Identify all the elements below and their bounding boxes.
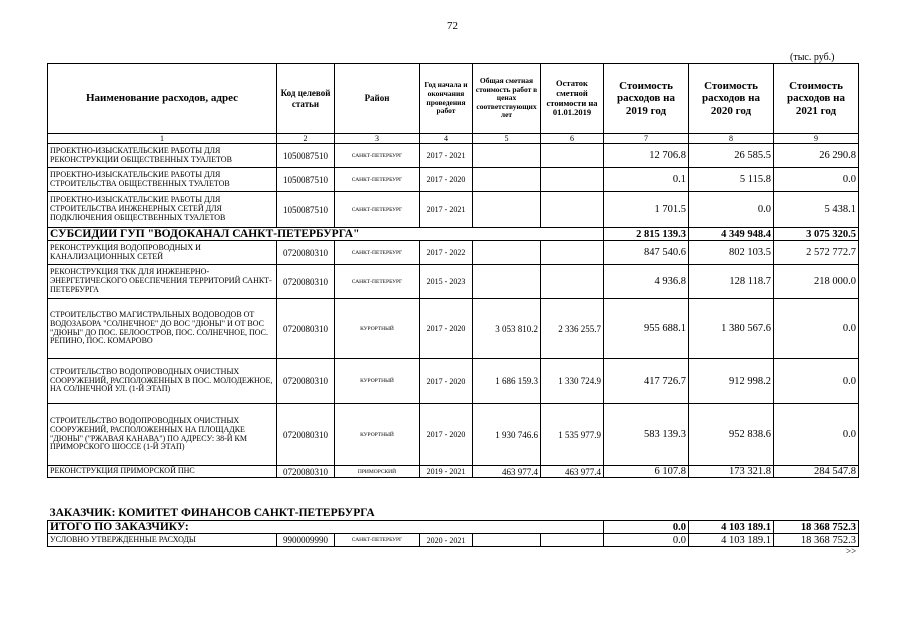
row-2021: 2 572 772.7 <box>774 241 859 265</box>
row-total <box>473 241 541 265</box>
row-total <box>473 265 541 299</box>
row-name: РЕКОНСТРУКЦИЯ ВОДОПРОВОДНЫХ И КАНАЛИЗАЦИОННЫХ СЕТЕЙ <box>48 241 277 265</box>
customer-row <box>48 478 859 521</box>
row-total: 1 930 746.6 <box>473 404 541 466</box>
row-2020: 4 103 189.1 <box>689 534 774 547</box>
row-2019: 1 701.5 <box>604 192 689 228</box>
row-2021: 284 547.8 <box>774 466 859 478</box>
row-remainder: 463 977.4 <box>541 466 604 478</box>
page-number: 72 <box>447 20 458 32</box>
header-row <box>48 64 859 134</box>
row-remainder: 2 336 255.7 <box>541 299 604 359</box>
row-remainder: 1 535 977.9 <box>541 404 604 466</box>
row-district: САНКТ-ПЕТЕРБУРГ <box>335 241 420 265</box>
row-name: ПРОЕКТНО-ИЗЫСКАТЕЛЬСКИЕ РАБОТЫ ДЛЯ РЕКОНСТРУКЦИИ ОБЩЕСТВЕННЫХ ТУАЛЕТОВ <box>48 144 277 168</box>
row-name: СТРОИТЕЛЬСТВО ВОДОПРОВОДНЫХ ОЧИСТНЫХ СООРУЖЕНИЙ, РАСПОЛОЖЕННЫХ В ПОС. МОЛОДЕЖНОЕ, НА СОЛНЕЧНОЙ УЛ. (1-Й ЭТАП) <box>48 359 277 404</box>
row-2020: 5 115.8 <box>689 168 774 192</box>
row-remainder <box>541 241 604 265</box>
table-row <box>48 404 859 466</box>
row-2020: 912 998.2 <box>689 359 774 404</box>
column-number: 6 <box>541 134 604 144</box>
row-name: ПРОЕКТНО-ИЗЫСКАТЕЛЬСКИЕ РАБОТЫ ДЛЯ СТРОИТЕЛЬСТВА ИНЖЕНЕРНЫХ СЕТЕЙ ДЛЯ ПОДКЛЮЧЕНИЯ ОБЩЕСТВЕННЫХ ТУАЛЕТОВ <box>48 192 277 228</box>
row-total <box>473 534 541 547</box>
row-total: 1 686 159.3 <box>473 359 541 404</box>
row-2021: 0.0 <box>774 404 859 466</box>
continuation-mark: >> <box>846 546 857 556</box>
row-2019: 4 936.8 <box>604 265 689 299</box>
customer-total-row <box>48 521 859 534</box>
row-total: 3 053 810.2 <box>473 299 541 359</box>
row-period: 2017 - 2021 <box>420 192 473 228</box>
row-2019: 583 139.3 <box>604 404 689 466</box>
header-cost-2020: Стоимость расходов на 2020 год <box>689 64 774 134</box>
row-2021: 0.0 <box>774 168 859 192</box>
customer-total-label: ИТОГО ПО ЗАКАЗЧИКУ: <box>48 521 604 534</box>
row-period: 2017 - 2020 <box>420 168 473 192</box>
row-2019: 417 726.7 <box>604 359 689 404</box>
row-district: КУРОРТНЫЙ <box>335 359 420 404</box>
table-row <box>48 192 859 228</box>
subsidy-title: СУБСИДИИ ГУП "ВОДОКАНАЛ САНКТ-ПЕТЕРБУРГА" <box>48 228 604 241</box>
row-period: 2019 - 2021 <box>420 466 473 478</box>
row-2020: 952 838.6 <box>689 404 774 466</box>
column-number: 7 <box>604 134 689 144</box>
row-code: 0720080310 <box>277 299 335 359</box>
header-cost-2019: Стоимость расходов на 2019 год <box>604 64 689 134</box>
header-code: Код целевой статьи <box>277 64 335 134</box>
table-row <box>48 359 859 404</box>
header-district: Район <box>335 64 420 134</box>
row-district: САНКТ-ПЕТЕРБУРГ <box>335 534 420 547</box>
row-2020: 0.0 <box>689 192 774 228</box>
row-code: 1050087510 <box>277 168 335 192</box>
row-district: КУРОРТНЫЙ <box>335 404 420 466</box>
row-2020: 802 103.5 <box>689 241 774 265</box>
row-remainder <box>541 168 604 192</box>
customer-title: ЗАКАЗЧИК: КОМИТЕТ ФИНАНСОВ САНКТ-ПЕТЕРБУРГА <box>48 478 859 521</box>
row-code: 0720080310 <box>277 241 335 265</box>
row-district: САНКТ-ПЕТЕРБУРГ <box>335 168 420 192</box>
row-2019: 6 107.8 <box>604 466 689 478</box>
row-district: САНКТ-ПЕТЕРБУРГ <box>335 144 420 168</box>
table-row <box>48 299 859 359</box>
row-period: 2017 - 2020 <box>420 299 473 359</box>
row-code: 1050087510 <box>277 144 335 168</box>
row-total: 463 977.4 <box>473 466 541 478</box>
row-name: ПРОЕКТНО-ИЗЫСКАТЕЛЬСКИЕ РАБОТЫ ДЛЯ СТРОИТЕЛЬСТВА ОБЩЕСТВЕННЫХ ТУАЛЕТОВ <box>48 168 277 192</box>
row-2019: 12 706.8 <box>604 144 689 168</box>
row-name: РЕКОНСТРУКЦИЯ ТКК ДЛЯ ИНЖЕНЕРНО-ЭНЕРГЕТИЧЕСКОГО ОБЕСПЕЧЕНИЯ ТЕРРИТОРИЙ САНКТ-ПЕТЕРБУРГА <box>48 265 277 299</box>
header-period: Год начала и окончания проведения работ <box>420 64 473 134</box>
column-number: 5 <box>473 134 541 144</box>
row-2020: 128 118.7 <box>689 265 774 299</box>
row-district: САНКТ-ПЕТЕРБУРГ <box>335 265 420 299</box>
row-period: 2017 - 2020 <box>420 359 473 404</box>
row-code: 0720080310 <box>277 359 335 404</box>
customer-total-2021: 18 368 752.3 <box>774 521 859 534</box>
row-2021: 0.0 <box>774 299 859 359</box>
row-period: 2017 - 2022 <box>420 241 473 265</box>
customer-total-2020: 4 103 189.1 <box>689 521 774 534</box>
budget-table <box>47 63 859 547</box>
column-number: 9 <box>774 134 859 144</box>
row-name: СТРОИТЕЛЬСТВО МАГИСТРАЛЬНЫХ ВОДОВОДОВ ОТ ВОДОЗАБОРА "СОЛНЕЧНОЕ" ДО ВОС "ДЮНЫ" И ОТ ВОС "ДЮНЫ" ДО ПОС. БЕЛООСТРОВ, ПОС. СОЛНЕЧНОЕ, ПОС. РЕПИНО, ПОС. КОМАРОВО <box>48 299 277 359</box>
table-row <box>48 241 859 265</box>
table-row <box>48 466 859 478</box>
row-period: 2020 - 2021 <box>420 534 473 547</box>
row-remainder: 1 330 724.9 <box>541 359 604 404</box>
row-remainder <box>541 192 604 228</box>
row-2020: 173 321.8 <box>689 466 774 478</box>
subsidy-2020: 4 349 948.4 <box>689 228 774 241</box>
row-district: ПРИМОРСКИЙ <box>335 466 420 478</box>
row-code: 9900009990 <box>277 534 335 547</box>
row-code: 0720080310 <box>277 265 335 299</box>
row-total <box>473 144 541 168</box>
table-row <box>48 144 859 168</box>
header-total-cost: Общая сметная стоимость работ в ценах соответствующих лет <box>473 64 541 134</box>
row-name: СТРОИТЕЛЬСТВО ВОДОПРОВОДНЫХ ОЧИСТНЫХ СООРУЖЕНИЙ, РАСПОЛОЖЕННЫХ НА ПЛОЩАДКЕ "ДЮНЫ" ("РЖАВАЯ КАНАВА") ПО АДРЕСУ: 38-Й КМ ПРИМОРСКОГО ШОССЕ (1-Й ЭТАП) <box>48 404 277 466</box>
table-row <box>48 168 859 192</box>
customer-total-2019: 0.0 <box>604 521 689 534</box>
row-code: 0720080310 <box>277 404 335 466</box>
row-district: САНКТ-ПЕТЕРБУРГ <box>335 192 420 228</box>
row-2021: 0.0 <box>774 359 859 404</box>
subsidy-row <box>48 228 859 241</box>
row-2021: 26 290.8 <box>774 144 859 168</box>
row-remainder <box>541 144 604 168</box>
column-number: 1 <box>48 134 277 144</box>
header-remainder: Остаток сметной стоимости на 01.01.2019 <box>541 64 604 134</box>
row-2021: 18 368 752.3 <box>774 534 859 547</box>
column-number: 8 <box>689 134 774 144</box>
header-name: Наименование расходов, адрес <box>48 64 277 134</box>
row-total <box>473 168 541 192</box>
row-remainder <box>541 265 604 299</box>
row-period: 2015 - 2023 <box>420 265 473 299</box>
row-name: УСЛОВНО УТВЕРЖДЕННЫЕ РАСХОДЫ <box>48 534 277 547</box>
row-2019: 955 688.1 <box>604 299 689 359</box>
row-2020: 26 585.5 <box>689 144 774 168</box>
table-row <box>48 534 859 547</box>
header-cost-2021: Стоимость расходов на 2021 год <box>774 64 859 134</box>
row-2020: 1 380 567.6 <box>689 299 774 359</box>
column-number-row <box>48 134 859 144</box>
row-2021: 5 438.1 <box>774 192 859 228</box>
column-number: 3 <box>335 134 420 144</box>
row-code: 1050087510 <box>277 192 335 228</box>
column-number: 4 <box>420 134 473 144</box>
row-code: 0720080310 <box>277 466 335 478</box>
subsidy-2021: 3 075 320.5 <box>774 228 859 241</box>
units-label: (тыс. руб.) <box>790 52 835 63</box>
row-remainder <box>541 534 604 547</box>
table-row <box>48 265 859 299</box>
row-district: КУРОРТНЫЙ <box>335 299 420 359</box>
row-period: 2017 - 2021 <box>420 144 473 168</box>
row-2019: 847 540.6 <box>604 241 689 265</box>
column-number: 2 <box>277 134 335 144</box>
subsidy-2019: 2 815 139.3 <box>604 228 689 241</box>
row-period: 2017 - 2020 <box>420 404 473 466</box>
row-total <box>473 192 541 228</box>
row-2021: 218 000.0 <box>774 265 859 299</box>
row-name: РЕКОНСТРУКЦИЯ ПРИМОРСКОЙ ПНС <box>48 466 277 478</box>
row-2019: 0.0 <box>604 534 689 547</box>
row-2019: 0.1 <box>604 168 689 192</box>
